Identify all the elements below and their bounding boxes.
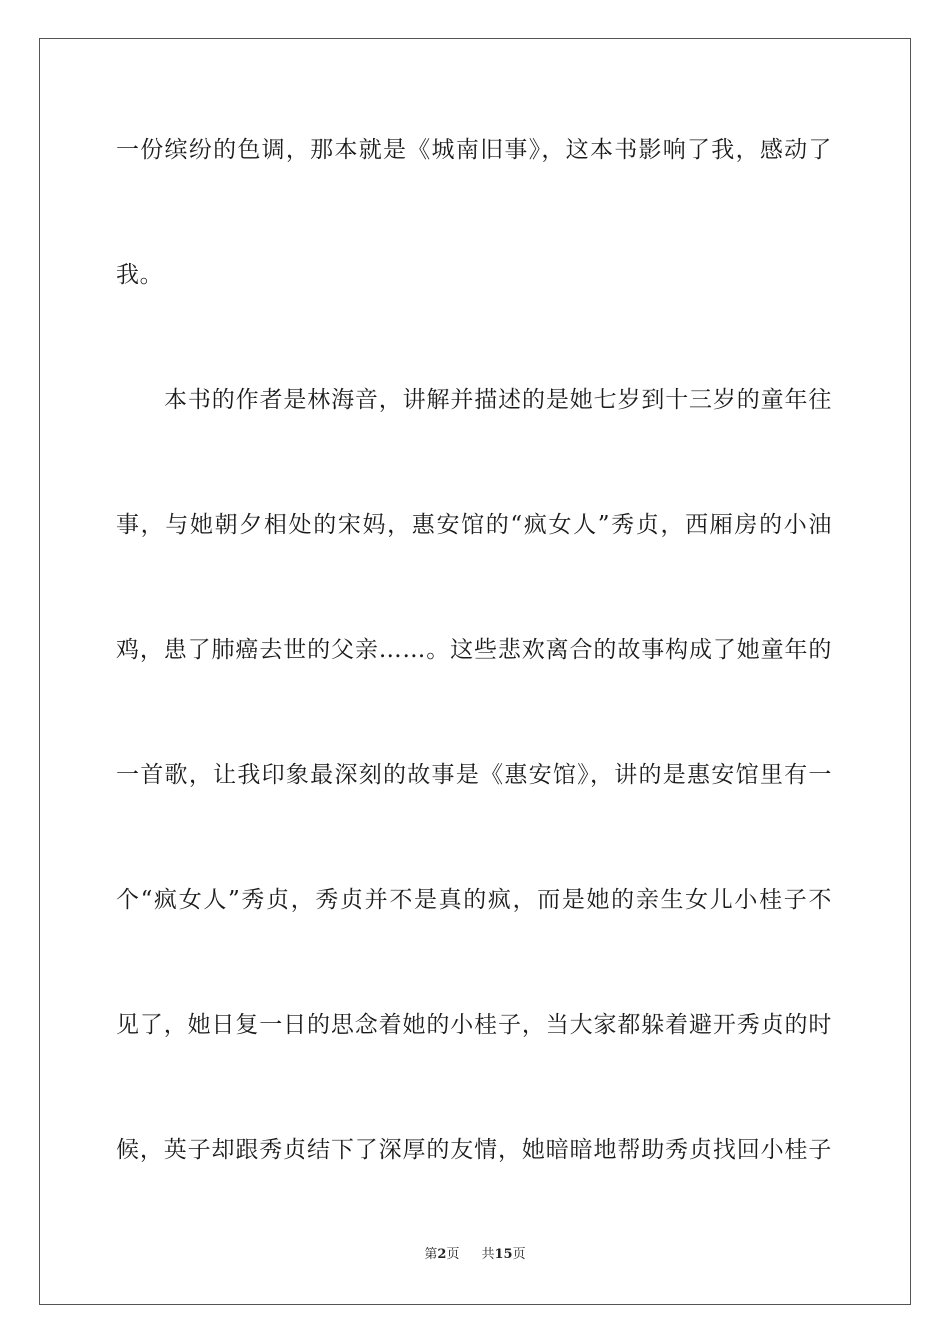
footer-page-prefix: 第 (424, 1247, 438, 1262)
text-line-7: 个“疯女人”秀贞，秀贞并不是真的疯，而是她的亲生女儿小桂子不 (116, 887, 832, 913)
text-line-9: 候，英子却跟秀贞结下了深厚的友情，她暗暗地帮助秀贞找回小桂子 (116, 1137, 832, 1163)
page-border (39, 38, 911, 1305)
text-line-2: 我。 (116, 262, 164, 288)
text-line-6: 一首歌，让我印象最深刻的故事是《惠安馆》，讲的是惠安馆里有一 (116, 762, 832, 788)
footer-page-suffix: 页 (446, 1247, 460, 1262)
footer-total-pages: 15 (494, 1247, 513, 1262)
footer-page-number: 2 (437, 1247, 447, 1262)
footer-total-suffix: 页 (512, 1247, 526, 1262)
text-line-3: 本书的作者是林海音，讲解并描述的是她七岁到十三岁的童年往 (164, 387, 832, 413)
text-line-1: 一份缤纷的色调，那本就是《城南旧事》，这本书影响了我，感动了 (116, 137, 832, 163)
text-line-5: 鸡，患了肺癌去世的父亲……。这些悲欢离合的故事构成了她童年的 (116, 637, 832, 663)
text-line-4: 事，与她朝夕相处的宋妈，惠安馆的“疯女人”秀贞，西厢房的小油 (116, 512, 832, 538)
text-line-8: 见了，她日复一日的思念着她的小桂子，当大家都躲着避开秀贞的时 (116, 1012, 832, 1038)
footer-total-prefix: 共 (481, 1247, 495, 1262)
page-footer (0, 1247, 950, 1263)
